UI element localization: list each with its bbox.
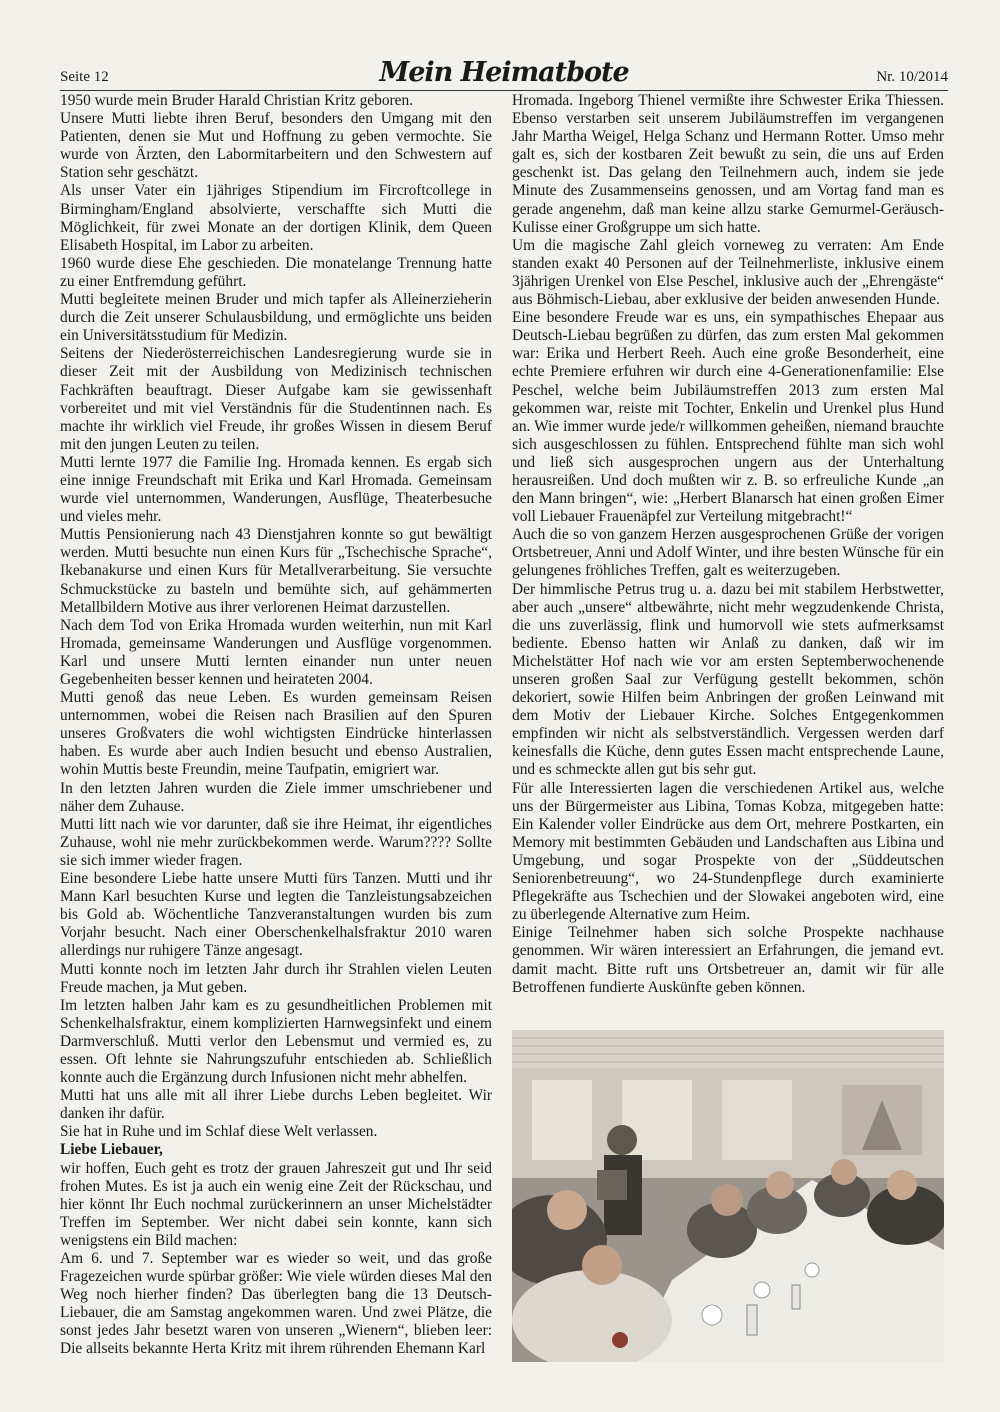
event-photo — [512, 1030, 944, 1362]
paragraph: In den letzten Jahren wurden die Ziele immer umschriebener und näher dem Zuhause. — [60, 779, 492, 815]
paragraph: Mutti konnte noch im letzten Jahr durch ihr Strahlen vielen Leuten Freude machen, ja Mut geben. — [60, 960, 492, 996]
left-column — [60, 92, 492, 1359]
paragraph: Für alle Interessierten lagen die verschiedenen Artikel aus, welche uns der Bürgermeister aus Libina, Tomas Kobza, mitgegeben hatte: Ein Kalender voller Eindrücke aus dem Ort, mehrere Postkarten, ein Memory mit bestimmten Gebäuden und Landschaften aus Libina und Umgebung, und sogar Prospekte von der „Süddeutschen Seniorenbetreuung“, wo 24-Stundenpflege durch examinierte Pflegekräfte aus Tschechien und der Slowakei angeboten wird, eine zu überlegende Alternative zum Heim. — [512, 779, 944, 924]
paragraph: Muttis Pensionierung nach 43 Dienstjahren konnte so gut bewältigt werden. Mutti besuchte nun einen Kurs für „Tschechische Sprache“, Ikebanakurse und einen Kurs für Metallverarbeitung. Sie versuchte Schmuckstücke zu basteln und bemühte sich, auf gehämmerten Metallbildern Motive aus ihrer verlorenen Heimat darzustellen. — [60, 526, 492, 616]
right-column — [512, 92, 944, 997]
paragraph: Unsere Mutti liebte ihren Beruf, besonders den Umgang mit den Patienten, denen sie Mut und Hoffnung zu geben vermochte. Sie wurde von Ärzten, den Labormitarbeitern und den Schwestern auf Station sehr geschätzt. — [60, 110, 492, 182]
paragraph: wir hoffen, Euch geht es trotz der grauen Jahreszeit gut und Ihr seid frohen Mutes. Es ist ja auch ein wenig eine Zeit der Rückschau, und hier könnt Ihr Euch nochmal zurückerinnern an unser Michelstädter Treffen im September. Wer nicht dabei sein konnte, kann sich wenigstens ein Bild machen: — [60, 1159, 492, 1249]
paragraph: Mutti hat uns alle mit all ihrer Liebe durchs Leben begleitet. Wir danken ihr dafür. — [60, 1087, 492, 1123]
page-header — [60, 50, 948, 91]
paragraph: Mutti genoß das neue Leben. Es wurden gemeinsam Reisen unternommen, wobei die Reisen nach Brasilien auf den Spuren unseres Großvaters die wohl wichtigsten Eindrücke hinterlassen haben. Es wurde aber auch Indien besucht und ebenso Australien, wohin Muttis beste Freundin, meine Taufpatin, emigriert war. — [60, 689, 492, 779]
paragraph: 1960 wurde diese Ehe geschieden. Die monatelange Trennung hatte zu einer Entfremdung geführt. — [60, 254, 492, 290]
paragraph: Mutti litt nach wie vor darunter, daß sie ihre Heimat, ihr eigentliches Zuhause, wohl nie mehr zurückbekommen werde. Warum???? Sollte sie sich immer wieder fragen. — [60, 815, 492, 869]
paragraph: Um die magische Zahl gleich vorneweg zu verraten: Am Ende standen exakt 40 Personen auf der Teilnehmerliste, inklusive einem 3jährigen Urenkel von Else Peschel, inklusive auch der „Ehrengäste“ aus Böhmisch-Liebau, aber exklusive der beiden anwesenden Hunde. — [512, 236, 944, 309]
paragraph: Nach dem Tod von Erika Hromada wurden weiterhin, nun mit Karl Hromada, gemeinsame Wanderungen und Ausflüge vorgenommen. Karl und unsere Mutti lernten einander nun unter neuen Gegebenheiten besser kennen und heirateten 2004. — [60, 616, 492, 688]
paragraph: Auch die so von ganzem Herzen ausgesprochenen Grüße der vorigen Ortsbetreuer, Anni und Adolf Winter, und ihre besten Wünsche für ein gelungenes fröhliches Treffen, galt es weiterzugeben. — [512, 526, 944, 580]
paragraph: Als unser Vater ein 1jähriges Stipendium im Fircroftcollege in Birmingham/England absolvierte, verschaffte sich Mutti die Möglichkeit, für zwei Monate an der dortigen Klinik, dem Queen Elisabeth Hospital, im Labor zu arbeiten. — [60, 182, 492, 254]
photo-illustration — [512, 1030, 944, 1362]
paragraph: Im letzten halben Jahr kam es zu gesundheitlichen Problemen mit Schenkelhalsfraktur, einem komplizierten Harnwegsinfekt und einem Darmverschluß. Mutti verlor den Lebensmut und vermied es, zu essen. Oft lehnte sie Nahrungszufuhr entschieden ab. Schließlich konnte auch die Ergänzung durch Infusionen nicht mehr abhelfen. — [60, 996, 492, 1087]
paragraph: 1950 wurde mein Bruder Harald Christian Kritz geboren. — [60, 92, 414, 109]
section-heading: Liebe Liebauer, — [60, 1141, 163, 1159]
masthead-title: Mein Heimatbote — [379, 57, 629, 88]
paragraph: Eine besondere Liebe hatte unsere Mutti fürs Tanzen. Mutti und ihr Mann Karl besuchten Kurse und legten die Tanzleistungsabzeichen bis Gold ab. Wöchentliche Tanzveranstaltungen wurden bis zum Vorjahr besucht. Nach einer Oberschenkelhalsfraktur 2010 waren allerdings nur ruhigere Tänze angesagt. — [60, 870, 492, 960]
issue-number: Nr. 10/2014 — [876, 69, 948, 85]
paragraph: Mutti lernte 1977 die Familie Ing. Hromada kennen. Es ergab sich eine innige Freundschaft mit Erika und Karl Hromada. Gemeinsam wurde viel unternommen, Wanderungen, Ausflüge, Theaterbesuche und vieles mehr. — [60, 453, 492, 526]
paragraph: Hromada. Ingeborg Thienel vermißte ihre Schwester Erika Thiessen. Ebenso verstarben seit unserem Jubiläumstreffen im vergangenen Jahr Martha Weigel, Helga Schanz und Hermann Rotter. Umso mehr galt es, sich der kostbaren Zeit bewußt zu sein, die uns auf Erden geschenkt ist. Das gelang den Teilnehmern auch, indem sie jede Minute des Zusammenseins genossen, und am Vortag fand man es gerade angenehm, daß man keine allzu starke Gemurmel-Geräusch-Kulisse einer Großgruppe um sich hatte. — [512, 92, 944, 236]
paragraph: Einige Teilnehmer haben sich solche Prospekte nachhause genommen. Wir wären interessiert an Erfahrungen, die jemand evt. damit macht. Bitte ruft uns Ortsbetreuer an, damit wir für alle Betroffenen fundierte Auskünfte geben können. — [512, 924, 944, 996]
paragraph: Der himmlische Petrus trug u. a. dazu bei mit stabilem Herbstwetter, aber auch „unsere“ altbewährte, nicht mehr wegzudenkende Christa, die uns zuverlässig, flink und humorvoll wie stets aufmerksamst bediente. Ebenso hatten wir Anlaß zu danken, daß wir im Michelstätter Hof nach wie vor am ersten Septemberwochenende unseren großen Saal zur Verfügung gestellt bekommen, schön dekoriert, sowie Hilfen beim Anbringen der großen Leinwand mit dem Motiv der Liebauer Kirche. Solches Entgegenkommen empfinden wir nicht als selbstverständlich. Vergessen werden darf keinesfalls die Küche, denn gutes Essen macht entsprechende Laune, und es schmeckte allen gut bis sehr gut. — [512, 580, 944, 779]
paragraph: Am 6. und 7. September war es wieder so weit, und das große Fragezeichen wurde spürbar größer: Wie viele würden dieses Mal den Weg noch hierher finden? Das überlegten bang die 13 Deutsch-Liebauer, die am Samstag angekommen waren. Und zwei Plätze, die sonst jedes Jahr besetzt waren von unseren „Wienern“, blieben leer: Die allseits bekannte Herta Kritz mit ihrem rührenden Ehemann Karl — [60, 1250, 492, 1358]
paragraph: Mutti begleitete meinen Bruder und mich tapfer als Alleinerzieherin durch die Zeit unserer Schulausbildung, und ermöglichte uns beiden ein Universitätsstudium für Medizin. — [60, 291, 492, 345]
paragraph: Eine besondere Freude war es uns, ein sympathisches Ehepaar aus Deutsch-Liebau begrüßen zu dürfen, das zum ersten Mal gekommen war: Erika und Herbert Reeh. Auch eine große Besonderheit, eine echte Premiere erfuhren wir durch eine 4-Generationenfamilie: Else Peschel, welche beim Jubiläumstreffen 2013 zum ersten Mal gekommen war, reiste mit Tochter, Enkelin und Urenkel plus Hund an. Wie immer wurde jede/r willkommen geheißen, niemand brauchte sich ausgeschlossen zu fühlen. Entsprechend fühlte man sich wohl und ließ sich ausgesprochen ungern aus der Unterhaltung herausreißen. Und doch mußten wir z. B. so erfreuliche Kunde „an den Mann bringen“, wie: „Herbert Blanarsch hat einen großen Eimer voll Liebauer Frauenäpfel zur Verteilung mitgebracht!“ — [512, 309, 944, 526]
paragraph: Sie hat in Ruhe und im Schlaf diese Welt verlassen. — [60, 1123, 378, 1141]
page-number: Seite 12 — [60, 69, 109, 85]
paragraph: Seitens der Niederösterreichischen Landesregierung wurde sie in dieser Zeit mit der Ausbildung von Medizinisch technischen Fachkräften beauftragt. Dieser Aufgabe kam sie gewissenhaft vorbereitet und mit viel Verständnis für die Studentinnen nach. Es machte ihr wirklich viel Freude, ihr großes Wissen in diesem Beruf mit den jungen Leuten zu teilen. — [60, 345, 492, 453]
